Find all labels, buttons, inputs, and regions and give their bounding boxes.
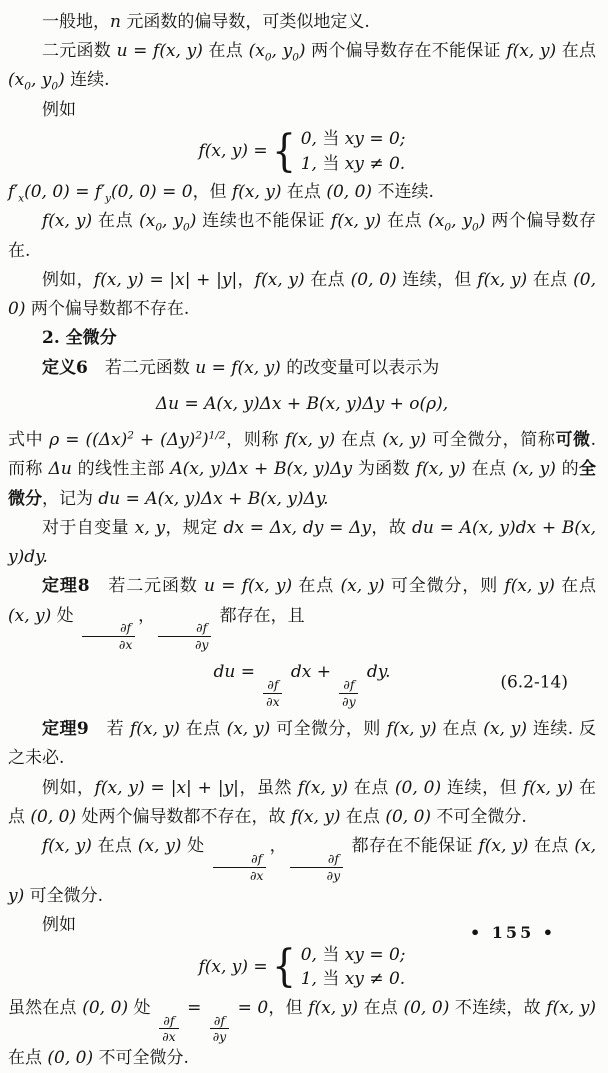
math-run: (0, 0): [82, 997, 129, 1018]
math-run: f(x, y): [42, 211, 93, 232]
math-run: (0, 0): [350, 269, 397, 290]
math-run: f(x, y) = |x| + |y|: [93, 269, 238, 290]
math-run: (x, y): [8, 605, 52, 626]
text-run: 两个偏导数存在不能保证: [305, 41, 507, 62]
bold-run: 定义6: [42, 357, 88, 378]
math-run: xy = 0;: [344, 128, 406, 149]
math-run: ): [202, 430, 209, 451]
fraction: $\frac{\partial f}{\partial y}$: [210, 1014, 229, 1044]
math-run: dx = Δx, dy = Δy: [223, 517, 372, 538]
text-run: 处两个偏导数都不存在，故: [76, 806, 291, 827]
paragraph: [8, 832, 596, 911]
math-run: 0,: [300, 128, 323, 149]
text-run: 在点: [528, 836, 575, 857]
subscript: x: [18, 192, 25, 205]
text-run: 例如，: [42, 777, 95, 798]
piecewise-formula: [8, 943, 596, 992]
math-run: (x, y): [340, 576, 385, 597]
math-run: (0, 0): [385, 806, 432, 827]
text-run: 处: [181, 836, 211, 857]
math-run: x, y: [134, 517, 166, 538]
text-run: 连续. 反之未必.: [8, 719, 597, 769]
paragraph: [8, 715, 596, 773]
subscript: y: [105, 192, 111, 205]
text-run: 为函数: [352, 459, 416, 480]
text-run: 都存在，且: [214, 605, 305, 626]
math-run: (x: [8, 70, 25, 91]
math-run: (0, 0) = f′: [24, 182, 106, 203]
text-run: 当: [322, 153, 345, 174]
paragraph: [8, 37, 596, 95]
bold-run: 定理9: [42, 719, 89, 740]
math-run: f′: [8, 182, 19, 203]
bold-run: 定理8: [42, 576, 90, 597]
text-run: 在点: [92, 211, 140, 232]
text-run: 当: [322, 944, 345, 965]
text-run: 若二元函数: [89, 576, 204, 597]
fraction: $\frac{\partial f}{\partial y}$: [339, 678, 358, 708]
text-run: 二元函数: [42, 41, 117, 62]
paragraph: [8, 514, 596, 572]
math-run: f(x, y) =: [198, 141, 268, 162]
text-run: 连续，但: [441, 777, 524, 798]
subscript: 0: [264, 51, 272, 64]
display-equation: [8, 390, 596, 419]
text-run: 例如，: [42, 269, 94, 290]
equation-number: (6.2-14): [500, 672, 568, 693]
math-run: f(x, y): [331, 211, 382, 232]
cases-rows: [301, 127, 406, 176]
text-run: ，则称: [225, 430, 286, 451]
subscript: 0: [444, 221, 452, 234]
page-number: • 155 •: [470, 923, 556, 942]
math-run: (x, y): [226, 719, 271, 740]
math-run: n: [110, 12, 121, 32]
math-run: Δu: [48, 459, 72, 480]
math-run: 1,: [300, 153, 323, 174]
text-run: 一般地，: [42, 12, 110, 32]
math-run: f(x, y): [478, 836, 529, 857]
text-run: ，: [138, 605, 156, 626]
case-row: [301, 152, 406, 177]
text-run: 例如: [42, 915, 76, 936]
text-run: 在点: [292, 576, 341, 597]
text-run: 不连续.: [372, 182, 434, 203]
text-run: 可全微分，则: [384, 576, 505, 597]
math-run: xy = 0;: [344, 944, 406, 965]
text-run: 连续，但: [396, 269, 478, 290]
fraction: $\frac{\partial f}{\partial x}$: [263, 678, 282, 708]
text-run: 在点: [340, 806, 386, 827]
subscript: 0: [183, 221, 190, 234]
math-run: , y: [271, 41, 293, 62]
subscript: 0: [51, 80, 59, 93]
math-run: (x, y): [512, 459, 556, 480]
paragraph: [8, 207, 596, 265]
text-run: 在点: [335, 430, 383, 451]
text-run: ，: [269, 836, 287, 857]
text-run: 虽然在点: [8, 997, 83, 1018]
math-run: ρ = ((Δx): [49, 430, 128, 451]
paragraph: [8, 572, 596, 651]
case-row: [301, 943, 406, 968]
paragraph: [8, 8, 596, 37]
math-run: A(x, y)Δx + B(x, y)Δy: [170, 459, 353, 480]
text-run: 在点: [527, 269, 574, 290]
math-run: (0, 0): [30, 806, 77, 827]
text-run: 的线性主部: [71, 459, 171, 480]
math-run: dx +: [285, 662, 337, 683]
text-run: 例如: [42, 99, 76, 120]
math-run: f(x, y): [285, 430, 336, 451]
text-run: 都存在不能保证: [345, 836, 479, 857]
math-run: Δu = A(x, y)Δx + B(x, y)Δy + o(ρ),: [155, 393, 449, 414]
math-run: , y: [451, 211, 473, 232]
math-run: + (Δy): [133, 430, 196, 451]
math-run: xy ≠ 0.: [344, 969, 406, 990]
formula-lhs: [198, 955, 267, 980]
math-run: f(x, y): [546, 997, 597, 1018]
text-run: 式中: [8, 430, 50, 451]
brace-glyph: {: [271, 125, 296, 177]
text-run: ，故: [371, 517, 413, 538]
math-run: (0, 0): [47, 1047, 94, 1068]
subscript: 0: [292, 51, 299, 64]
math-run: ): [298, 41, 306, 62]
text-run: 两个偏导数存在.: [8, 211, 597, 261]
case-row: [301, 127, 406, 152]
text-run: 若: [88, 719, 130, 740]
math-run: (x, y): [483, 719, 528, 740]
paragraph: [8, 994, 596, 1073]
math-run: f(x, y) = |x| + |y|: [94, 777, 239, 798]
math-run: , y: [162, 211, 183, 232]
text-run: 连续.: [64, 70, 110, 91]
paragraph: [8, 178, 596, 207]
math-run: u = f(x, y): [195, 357, 281, 378]
equation-body: [156, 394, 448, 414]
text-run: 元函数的偏导数，可类似地定义.: [120, 12, 370, 32]
text-run: 在点: [179, 719, 227, 740]
math-run: (x: [428, 211, 445, 232]
math-run: (0, 0): [403, 997, 450, 1018]
math-run: (0, 0): [394, 777, 442, 798]
text-run: 当: [322, 128, 345, 149]
math-run: u = f(x, y): [203, 576, 293, 597]
math-run: = 0: [232, 997, 269, 1018]
math-run: f(x, y): [477, 269, 528, 290]
math-run: dy.: [361, 662, 391, 683]
fraction: $\frac{\partial f}{\partial x}$: [159, 1014, 178, 1044]
superscript: 1/2: [208, 429, 226, 442]
text-run: 在点: [202, 41, 249, 62]
math-run: f(x, y): [506, 41, 557, 62]
superscript: 2: [195, 429, 203, 442]
text-run: 不可全微分.: [93, 1047, 189, 1068]
math-run: ): [189, 211, 197, 232]
math-run: (x, y): [137, 836, 182, 857]
math-run: 1,: [300, 969, 323, 990]
math-run: f(x, y): [504, 576, 555, 597]
text-run: 在点: [554, 576, 596, 597]
text-run: 对于自变量: [42, 517, 135, 538]
text-run: 的: [555, 459, 580, 480]
math-run: =: [181, 997, 207, 1018]
brace-glyph: {: [271, 941, 296, 993]
text-run: ，记为: [42, 488, 99, 509]
text-run: 在点: [556, 41, 597, 62]
text-run: ，但: [268, 997, 309, 1018]
math-run: f(x, y): [308, 997, 358, 1018]
fraction: $\frac{\partial f}{\partial x}$: [82, 621, 135, 651]
math-run: f(x, y): [231, 182, 282, 203]
paragraph: [8, 354, 596, 383]
text-run: 可全微分.: [24, 886, 104, 907]
paragraph: [8, 426, 596, 514]
bold-run: 可微: [555, 430, 591, 451]
text-run: 不可全微分.: [431, 806, 527, 827]
fraction: $\frac{\partial f}{\partial y}$: [290, 852, 343, 882]
text-run: 若二元函数: [87, 357, 196, 378]
text-run: 在点: [348, 777, 395, 798]
piecewise-formula: [8, 127, 596, 176]
text-run: 当: [322, 969, 345, 990]
math-run: du = A(x, y)dx + B(x, y)dy.: [8, 517, 597, 568]
fraction: $\frac{\partial f}{\partial y}$: [158, 621, 211, 651]
text-run: 在点: [358, 997, 404, 1018]
text-run: 在点: [381, 211, 429, 232]
math-run: ): [478, 211, 486, 232]
math-run: f(x, y): [254, 269, 305, 290]
math-run: (x: [248, 41, 265, 62]
math-run: f(x, y) =: [198, 956, 268, 977]
math-run: xy ≠ 0.: [344, 153, 406, 174]
subscript: 0: [24, 80, 31, 93]
math-run: (x: [139, 211, 156, 232]
paragraph: [8, 774, 596, 832]
section-heading: [8, 324, 596, 353]
formula-lhs: [198, 139, 267, 164]
text-run: 两个偏导数都不存在.: [25, 299, 190, 320]
math-run: f(x, y): [297, 777, 348, 798]
math-run: f(x, y): [129, 719, 180, 740]
paragraph: [8, 266, 596, 324]
math-run: 0,: [300, 944, 323, 965]
math-run: du = A(x, y)Δx + B(x, y)Δy.: [98, 488, 329, 509]
text-run: 处: [128, 997, 157, 1018]
text-run: 可全微分，简称: [426, 430, 556, 451]
math-run: (x, y): [8, 836, 596, 907]
cases-rows: [301, 943, 406, 992]
subscript: 0: [155, 221, 163, 234]
text-run: ，: [237, 269, 255, 290]
superscript: 2: [127, 429, 134, 442]
bold-run: 2. 全微分: [42, 328, 117, 349]
math-run: (0, 0) = 0: [110, 182, 193, 203]
math-run: (0, 0): [8, 269, 597, 320]
bold-run: 全微分: [8, 459, 597, 509]
text-run: 在点: [436, 719, 484, 740]
text-run: 连续也不能保证: [196, 211, 332, 232]
math-run: , y: [30, 70, 52, 91]
text-run: 在点: [91, 836, 138, 857]
math-run: f(x, y): [42, 836, 92, 857]
text-run: 在点: [281, 182, 327, 203]
math-run: du =: [213, 662, 261, 683]
fraction: $\frac{\partial f}{\partial x}$: [213, 852, 266, 882]
text-run: . 而称: [8, 430, 597, 480]
text-run: 可全微分，则: [270, 719, 387, 740]
math-run: (0, 0): [326, 182, 373, 203]
text-run: 的改变量可以表示为: [280, 357, 440, 378]
math-run: f(x, y): [415, 459, 466, 480]
text-run: ，规定: [165, 517, 224, 538]
text-run: ，虽然: [238, 777, 298, 798]
text-run: 在点: [465, 459, 513, 480]
math-run: f(x, y): [386, 719, 437, 740]
subscript: 0: [472, 221, 479, 234]
text-run: 不连续，故: [449, 997, 547, 1018]
math-run: ): [58, 70, 65, 91]
text-run: ，但: [192, 182, 232, 203]
case-row: [301, 967, 406, 992]
math-run: f(x, y): [523, 777, 574, 798]
text-run: 在点: [8, 1047, 48, 1068]
text-run: 处: [51, 605, 80, 626]
paragraph: [8, 96, 596, 125]
math-run: f(x, y): [290, 806, 341, 827]
display-equation: [8, 658, 596, 708]
text-run: 在点: [8, 777, 597, 827]
equation-body: [213, 662, 391, 709]
text-run: 在点: [304, 269, 351, 290]
math-run: (x, y): [382, 430, 427, 451]
math-run: u = f(x, y): [116, 41, 203, 62]
